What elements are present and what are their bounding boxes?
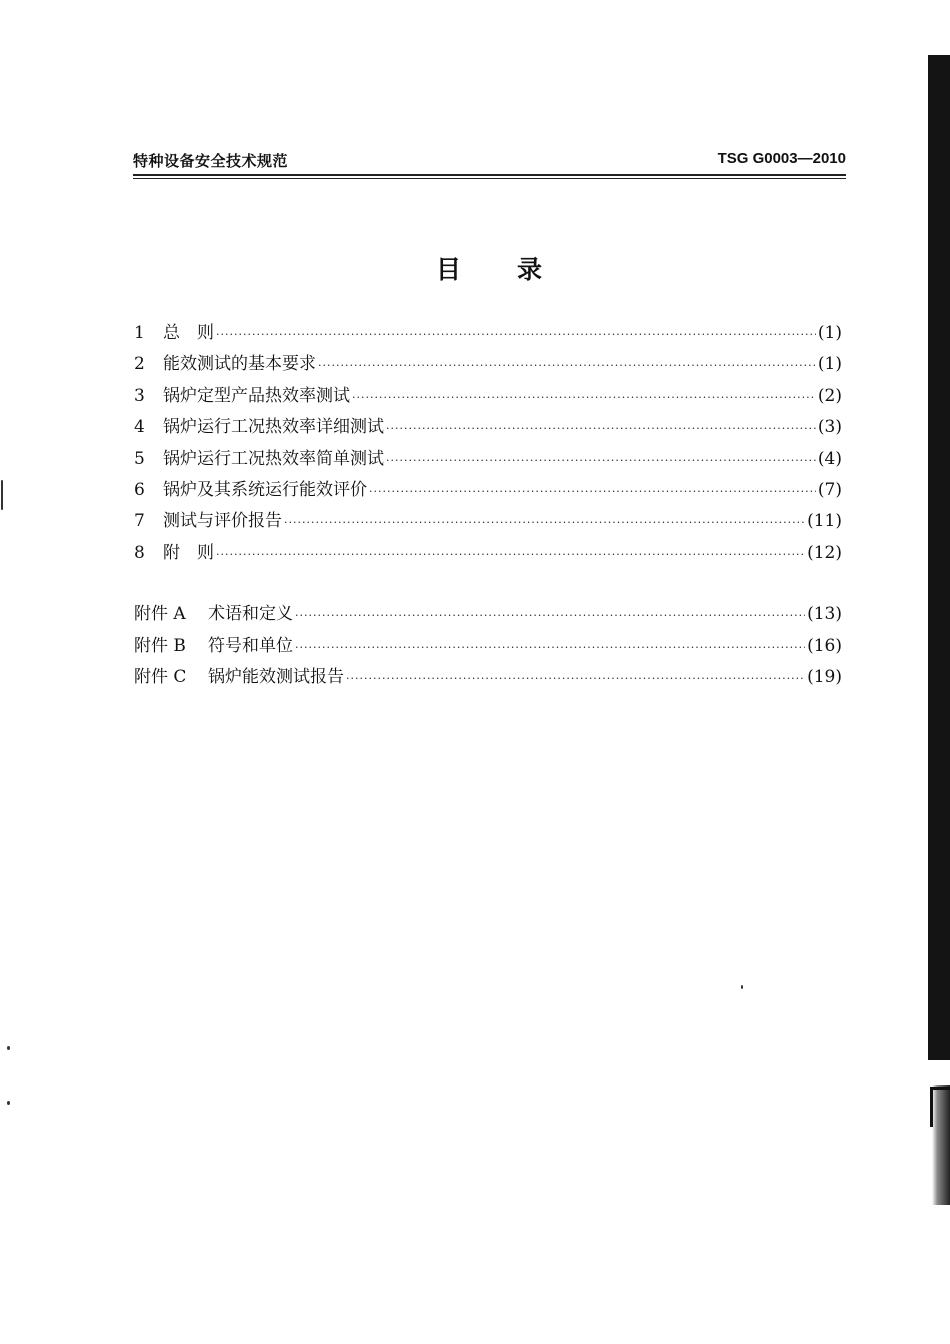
toc-number: 5 [134,448,145,469]
appendix-number: 附件 C [134,666,187,687]
toc-entry[interactable] [134,538,842,569]
toc-page: (1) [817,354,842,375]
appendix-number: 附件 A [134,604,186,625]
appendix-page: (13) [807,604,842,625]
toc-entry[interactable] [134,381,842,412]
toc-label: 测试与评价报告 [163,511,282,532]
toc-leader-dots [318,359,816,372]
toc-appendix-entry[interactable] [134,662,842,693]
toc-page: (11) [807,511,842,532]
toc-page: (3) [817,417,842,438]
toc-entry[interactable] [134,318,842,349]
toc-entry[interactable] [134,444,842,475]
toc-leader-dots [352,391,816,404]
appendix-number: 附件 B [134,635,186,656]
toc-leader-dots [295,609,805,622]
toc-number: 7 [134,511,145,532]
toc-leader-dots [386,454,816,467]
scan-speck [1,480,3,510]
toc-number: 8 [134,542,145,563]
toc-number: 3 [134,385,145,406]
toc-label: 附 则 [163,542,214,563]
toc-number: 1 [134,323,145,343]
toc-leader-dots [284,516,805,529]
toc-section-gap [134,569,842,599]
toc-leader-dots [346,672,805,685]
scan-speck [741,985,743,989]
toc-entry[interactable] [134,506,842,537]
toc-title: 目 录 [435,255,544,284]
toc-leader-dots [386,422,816,435]
toc-page: (7) [817,479,842,500]
header-spec-category: 特种设备安全技术规范 [133,152,289,170]
scan-edge-mark [930,1087,950,1090]
toc-label: 锅炉运行工况热效率简单测试 [163,448,384,469]
toc-leader-dots [216,328,816,341]
scan-speck [7,1101,10,1105]
toc-page: (1) [817,323,842,343]
toc-number: 2 [134,354,145,375]
header-standard-number: TSG G0003—2010 [717,150,846,167]
appendix-label: 术语和定义 [208,604,293,625]
toc-appendix-entry[interactable] [134,631,842,662]
toc-label: 锅炉及其系统运行能效评价 [163,479,367,500]
toc-label: 锅炉运行工况热效率详细测试 [163,417,384,438]
toc-page: (12) [807,542,842,563]
toc-leader-dots [369,485,816,498]
scan-binding-edge [928,55,950,1060]
table-of-contents [134,318,842,693]
toc-leader-dots [295,641,805,654]
scan-binding-edge-lower [932,1085,950,1205]
scan-edge-mark-vertical [930,1087,933,1127]
appendix-label: 符号和单位 [208,635,293,656]
toc-label: 总 则 [163,323,214,343]
toc-entry[interactable] [134,412,842,443]
appendix-page: (19) [807,666,842,687]
toc-entry[interactable] [134,349,842,380]
toc-page: (4) [817,448,842,469]
appendix-label: 锅炉能效测试报告 [208,666,344,687]
toc-number: 6 [134,479,145,500]
toc-label: 能效测试的基本要求 [163,354,316,375]
toc-page: (2) [817,385,842,406]
running-header [133,150,846,176]
scan-speck [7,1046,10,1050]
toc-leader-dots [216,548,805,561]
toc-entry[interactable] [134,475,842,506]
toc-label: 锅炉定型产品热效率测试 [163,385,350,406]
toc-number: 4 [134,417,145,438]
toc-appendix-entry[interactable] [134,599,842,630]
appendix-page: (16) [807,635,842,656]
